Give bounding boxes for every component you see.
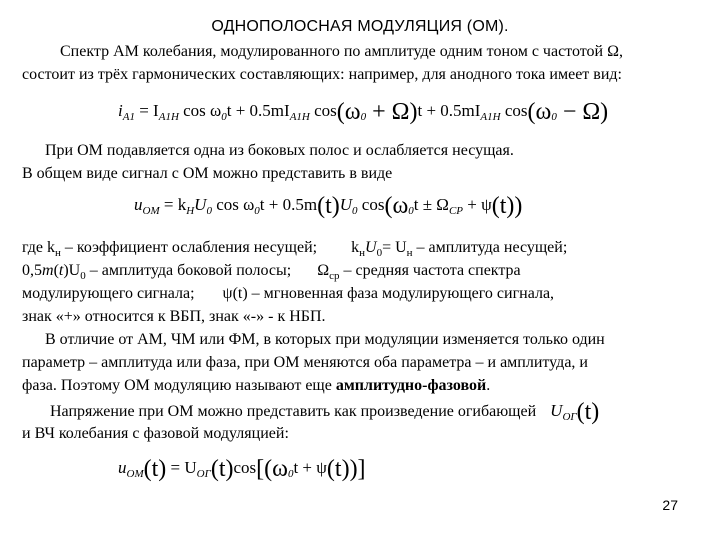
emphasis-amplitude-phase: амплитудно-фазовой <box>335 377 487 394</box>
formula-om-product: $u_{OM}(t) = U_{OГ}(t)\cos[(\omega_0t + \psi(t))]$ <box>118 456 366 482</box>
formula-anode-current: $i_{A1} = I_{A1H}$ $\cos \omega_0t + 0.5mI_{A1H}$ $\cos(\omega_0 + \Omega)t + 0.5mI_{A1H}$ $\cos(\omega_0 - \Omega)$ <box>118 99 609 125</box>
para1-line1: Спектр АМ колебания, модулированного по амплитуде одним тоном с частотой Ω, <box>60 43 623 60</box>
para5-line2: и ВЧ колебания с фазовой модуляцией: <box>22 425 289 442</box>
para2-line2: В общем виде сигнал с ОМ можно представить в виде <box>22 165 393 182</box>
para4-line1: В отличие от АМ, ЧМ или ФМ, в которых при модуляции изменяется только один <box>45 331 605 348</box>
para3-line2: $0,5m(t)U_0$ – амплитуда боковой полосы; $\Omega_{ср}$ – средняя частота спектра <box>22 262 521 282</box>
para5-line1: Напряжение при ОМ можно представить как произведение огибающей $U_{OГ}(t)$ <box>50 399 600 425</box>
para3-line3: модулирующего сигнала; ψ(t) – мгновенная фаза модулирующего сигнала, <box>22 285 555 302</box>
envelope-formula: $U_{OГ}(t)$ <box>550 399 600 425</box>
page-title: ОДНОПОЛОСНАЯ МОДУЛЯЦИЯ (ОМ). <box>211 18 509 35</box>
para4-line3: фаза. Поэтому ОМ модуляцию называют еще амплитудно-фазовой. <box>22 377 491 394</box>
para3-line4: знак «+» относится к ВБП, знак «-» - к НБП. <box>22 308 326 325</box>
para4-line2: параметр – амплитуда или фаза, при ОМ меняются оба параметра – и амплитуда, и <box>22 354 588 371</box>
para2-line1: При ОМ подавляется одна из боковых полос и ослабляется несущая. <box>45 142 514 159</box>
formula-om-signal: $u_{OM} = k_HU_0$ $\cos \omega_0t + 0.5m(t)U_0$ $\cos(\omega_0t \pm \Omega_{CP} + \psi(t))$ <box>134 193 523 219</box>
para1-line2: состоит из трёх гармонических составляющих: например, для анодного тока имеет вид: <box>22 66 622 83</box>
page-number: 27 <box>662 497 678 513</box>
para3-line1: где $k_н$ – коэффициент ослабления несущей; $k_нU_0= U_н$ – амплитуда несущей; <box>22 239 568 259</box>
